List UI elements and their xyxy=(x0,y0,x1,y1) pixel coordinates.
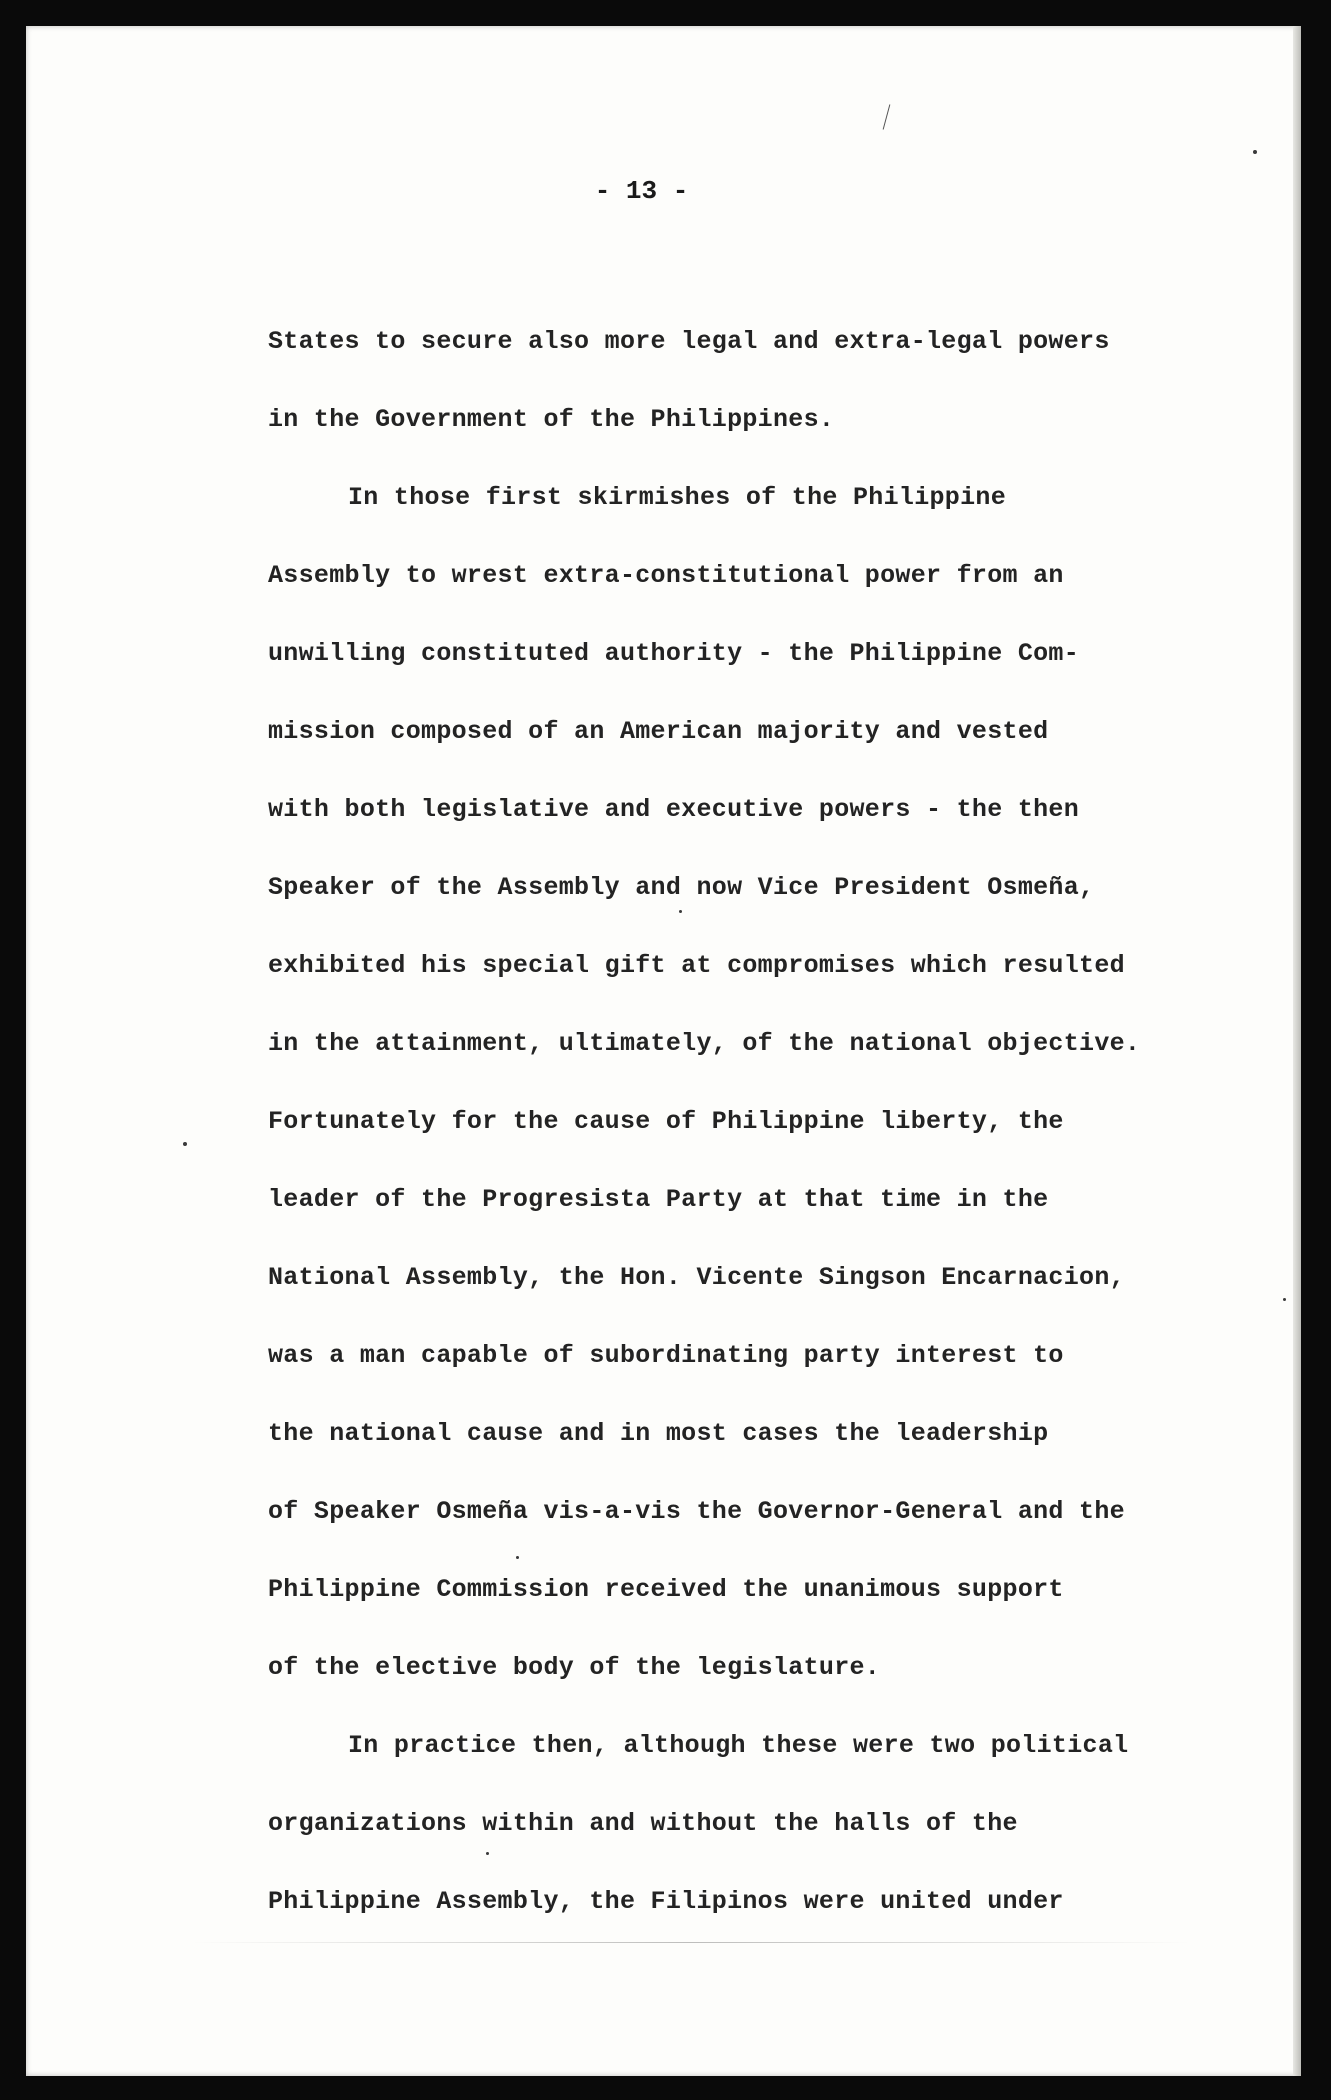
pencil-mark xyxy=(883,104,891,129)
text-line: Speaker of the Assembly and now Vice President Osmeña, xyxy=(268,873,1095,902)
ink-speck xyxy=(679,910,682,913)
text-line: unwilling constituted authority - the Philippine Com- xyxy=(268,639,1080,668)
paper-edge xyxy=(1293,26,1301,2076)
text-line: leader of the Progresista Party at that time in the xyxy=(268,1185,1049,1214)
text-line: exhibited his special gift at compromises which resulted xyxy=(268,951,1125,980)
text-line: mission composed of an American majority and vested xyxy=(268,717,1049,746)
ink-speck xyxy=(1253,150,1257,154)
typed-text-body xyxy=(268,322,1228,1960)
text-line: was a man capable of subordinating party interest to xyxy=(268,1341,1064,1370)
ink-speck xyxy=(183,1142,187,1146)
text-line: Assembly to wrest extra-constitutional power from an xyxy=(268,561,1064,590)
text-line: of the elective body of the legislature. xyxy=(268,1653,881,1682)
text-line: with both legislative and executive powers - the then xyxy=(268,795,1080,824)
faint-rule xyxy=(191,1942,1191,1943)
page-number xyxy=(26,176,1301,206)
ink-speck xyxy=(1283,1298,1286,1301)
page-number-text: - 13 - xyxy=(594,176,689,206)
text-line: National Assembly, the Hon. Vicente Singson Encarnacion, xyxy=(268,1263,1125,1292)
text-line: In practice then, although these were two political xyxy=(348,1731,1129,1760)
text-line: the national cause and in most cases the leadership xyxy=(268,1419,1049,1448)
text-line: organizations within and without the halls of the xyxy=(268,1809,1018,1838)
ink-speck xyxy=(516,1556,519,1559)
text-line: In those first skirmishes of the Philippine xyxy=(348,483,1007,512)
text-line: in the Government of the Philippines. xyxy=(268,405,835,434)
ink-speck xyxy=(486,1852,489,1855)
text-line: Philippine Assembly, the Filipinos were united under xyxy=(268,1887,1064,1916)
document-page xyxy=(26,26,1301,2076)
text-line: of Speaker Osmeña vis-a-vis the Governor-General and the xyxy=(268,1497,1125,1526)
text-line: Fortunately for the cause of Philippine liberty, the xyxy=(268,1107,1064,1136)
text-line: in the attainment, ultimately, of the national objective. xyxy=(268,1029,1141,1058)
text-line: Philippine Commission received the unanimous support xyxy=(268,1575,1064,1604)
text-line: States to secure also more legal and extra-legal powers xyxy=(268,327,1110,356)
